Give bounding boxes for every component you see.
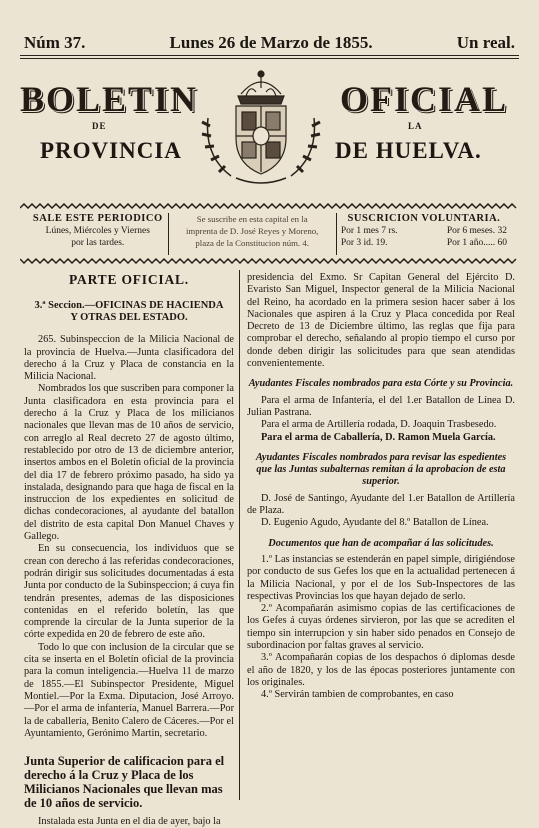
- title-oficial: OFICIAL: [340, 79, 509, 119]
- assignment-item: Para el arma de Caballería, D. Ramon Muela García.: [261, 431, 496, 443]
- left-column: [24, 272, 234, 828]
- assignment-item: Para el arma de Infantería, el del 1.er Batallon de Línea D. Julian Pastrana.: [247, 394, 515, 418]
- rule-item-4: 4.º Servirán tambien de comprobantes, en caso: [261, 689, 454, 701]
- section-heading: 3.ª Seccion.—OFICINAS DE HACIENDA Y OTRAS DEL ESTADO.: [34, 300, 224, 324]
- coat-of-arms-icon: [186, 66, 336, 190]
- ayudantes-heading: Ayudantes Fiscales nombrados para esta Córte y su Provincia.: [248, 378, 514, 390]
- paragraph: Nombrados los que suscriben para componer la Junta clasificadora en esta provincia para el derecho á la Cruz y Placa de los milicianos nacionales que llevan mas de 10 años de servicio, con arreglo al Real decreto 27 de agosto último, restablecido por otro de 13 de diciembre anterior, insertos ambos en el Boletín oficial de la provincia del dia 17 de febrero próximo pasado, ha sido ya instalada, designando para que haga de fiscal en la instruccion de los expedientes en solicitud de dichas condecoraciones, al ayudante del batallon del distrito de esta capital Don Manuel Chaves y Gallego.: [24, 383, 234, 543]
- masthead-rule-thin: [20, 58, 519, 59]
- masthead-rule: [20, 55, 519, 56]
- rule-item-2: 2.º Acompañarán asimismo copias de las certificaciones de los Gefes á cuyas órdenes sirvieron, por las que se acrediten el tiempo sin interrupcion y sin haber sido penados en Consejo de subordinacion por faltas graves al servicio.: [247, 603, 515, 652]
- assignment-item: D. José de Santingo, Ayudante del 1.er Batallon de Artillería de Plaza.: [247, 492, 515, 517]
- junta-superior-heading: Junta Superior de calificacion para el derecho á la Cruz y Placa de los Milicianos Nacionales que llevan mas de 10 años de servicio.: [24, 754, 225, 811]
- paragraph: Instalada esta Junta en el dia de ayer, bajo la: [38, 816, 221, 828]
- column-divider: [239, 270, 240, 800]
- subscription-strip: [28, 213, 511, 255]
- right-column: [247, 272, 515, 702]
- title-de-huelva: DE HUELVA.: [335, 138, 482, 163]
- ayudantes-revision-heading: Ayudantes Fiscales nombrados para revisar las espedientes que las Juntas subalternas remitan á la aprobacion de esta superior.: [255, 451, 507, 488]
- periodicity-box: SALE ESTE PERIODICO Lúnes, Miércoles y Viernes por las tardes.: [32, 213, 163, 248]
- rule-item-1: 1.º Las instancias se estenderán en papel simple, dirigiéndose por conducto de sus Gefes los que en la actualidad pertenecen á la Milicia Nacional, y por el de los Sub-Inspectores de las respectivas Provincias los que hayan dejado de serlo.: [247, 553, 515, 602]
- paragraph-265: 265. Subinspeccion de la Milicia Nacional de la provincia de Huelva.—Junta clasificadora del derecho á la Cruz y Placa de constancia en la Milicia Nacional.: [24, 334, 234, 383]
- title-de: DE: [92, 121, 107, 131]
- subscription-place-box: Se suscribe en esta capital en la imprenta de D. José Reyes y Moreno, plaza de la Constitucion núm. 4.: [168, 213, 337, 255]
- masthead-line: [24, 33, 515, 53]
- paragraph: Todo lo que con inclusion de la circular que se cita se inserta en el Boletín oficial de la provincia para la comun inteligencia.—Huelva 11 de marzo de 1855.—El Subinspector Presidente, Miguel Montiel.—Por la Exma. Diputacion, José Arroyo.—Por el arma de infantería, Manuel Barrera.—Por la de caballería, Benito Calero de Cáceres.—Por el Ayuntamiento, Gerónimo Martin, secretario.: [24, 641, 234, 739]
- issue-date: Lunes 26 de Marzo de 1855.: [169, 33, 373, 52]
- title-la: LA: [408, 121, 423, 131]
- issue-number: Núm 37.: [24, 33, 86, 52]
- paragraph: presidencia del Exmo. Sr Capitan General del Ejército D. Evaristo San Miguel, Inspector general de la Milicia Nacional del Reino, ha acordado en la primera sesion hacer saber á los Nacionales que aspiren á la Cruz y Placa concedida por Real Decreto de 13 de Diciembre último, las reglas que fija para comprobar el derecho, señalando al propio tiempo el curso por donde deben dirigir las solicitudes para que sean atendidas convenientemente.: [247, 272, 515, 370]
- subscription-price-box: SUSCRICION VOLUNTARIA. Por 1 mes 7 rs. Por 6 meses. 32 Por 3 id. 19. Por 1 año..... 60: [340, 213, 507, 248]
- assignment-item: D. Eugenio Agudo, Ayudante del 8.º Batallon de Línea.: [261, 517, 489, 529]
- ornament-border-top: [20, 203, 519, 209]
- rule-item-3: 3.º Acompañarán copias de los despachos ó diplomas desde el año de 1820, y los de las épocas posteriores juntamente con los originales.: [247, 652, 515, 688]
- title-provincia: PROVINCIA: [40, 138, 182, 163]
- parte-oficial-heading: PARTE OFICIAL.: [69, 272, 189, 287]
- assignment-item: Para el arma de Artillería rodada, D. Joaquin Trasbesedo.: [261, 419, 497, 431]
- ornament-border-bottom: [20, 258, 519, 264]
- issue-price: Un real.: [456, 33, 515, 52]
- documentos-heading: Documentos que han de acompañar á las solicitudes.: [268, 537, 494, 549]
- title-boletin: BOLETIN: [20, 79, 199, 119]
- paragraph: En su consecuencia, los individuos que se crean con derecho á las referidas condecoraciones, podrán dirigir sus solicitudes documentadas á esta Junta por conducto de la Subinspeccion; á cuya fin tendrán presentes, ademas de las disposiciones contenidas en el referido boletín, las que comprende la circular de la Junta superior de la córte expedida en 20 de febrero de este año.: [24, 543, 234, 641]
